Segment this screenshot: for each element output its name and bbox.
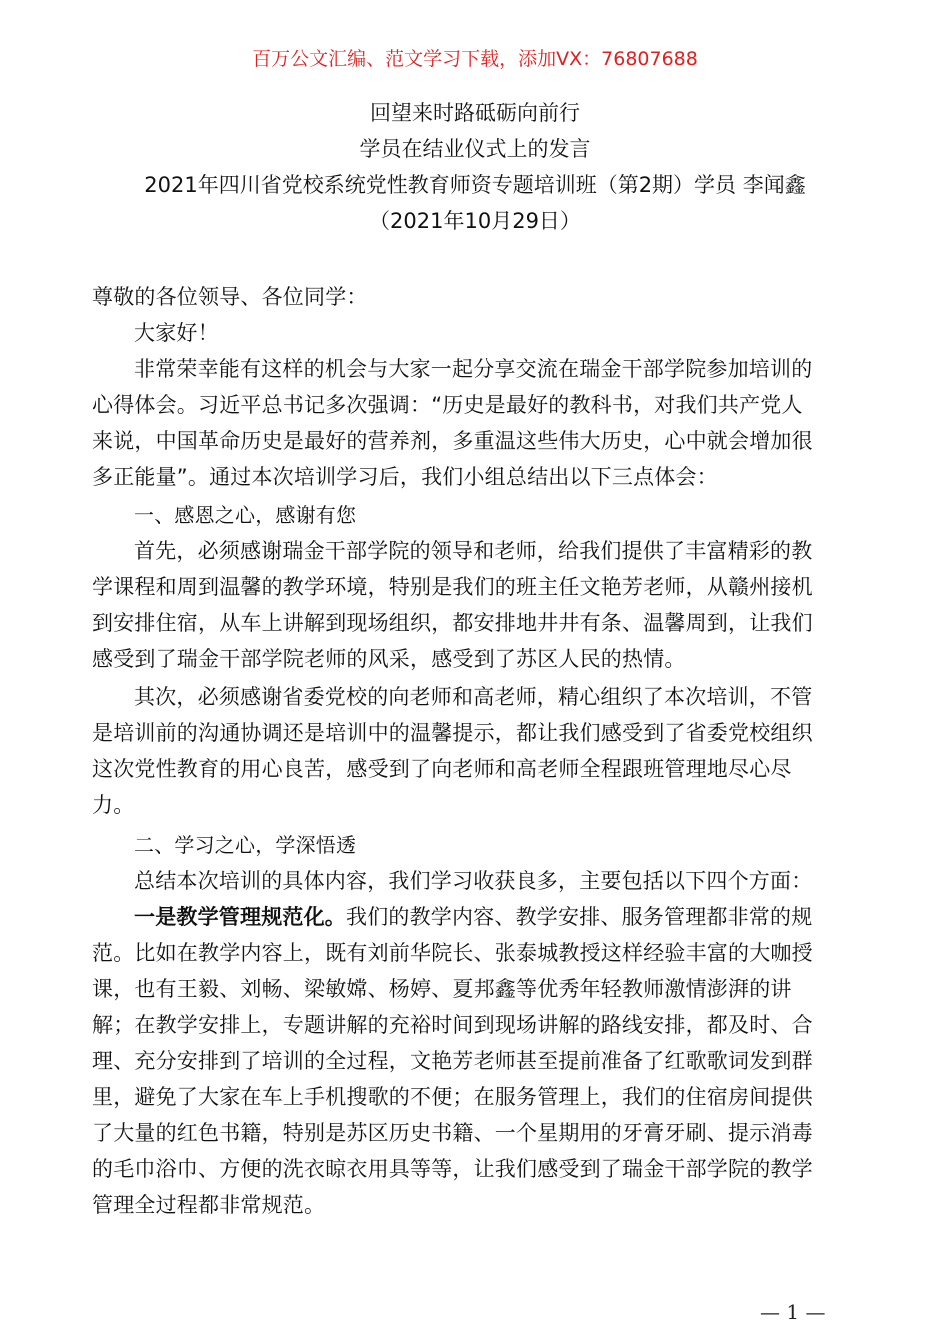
section-heading-2: 二、学习之心，学深悟透 [134, 833, 357, 857]
paragraph-line: 多正能量”。通过本次培训学习后，我们小组总结出以下三点体会： [92, 465, 718, 489]
paragraph-line: 学课程和周到温馨的教学环境，特别是我们的班主任文艳芳老师，从赣州接机 [92, 575, 813, 599]
paragraph-line: 范。比如在教学内容上，既有刘前华院长、张泰城教授这样经验丰富的大咖授 [92, 941, 813, 965]
paragraph-line: 这次党性教育的用心良苦，感受到了向老师和高老师全程跟班管理地尽心尽 [92, 757, 792, 781]
paragraph-line: 了大量的红色书籍，特别是苏区历史书籍、一个星期用的牙膏牙刷、提示消毒 [92, 1121, 813, 1145]
document-title: 回望来时路砥砺向前行 [370, 101, 580, 125]
paragraph-line: 里，避免了大家在车上手机搜歌的不便；在服务管理上，我们的住宿房间提供 [92, 1085, 813, 1109]
watermark-banner: 百万公文汇编、范文学习下载，添加VX：76807688 [252, 48, 698, 70]
paragraph-line: 解；在教学安排上，专题讲解的充裕时间到现场讲解的路线安排，都及时、合 [92, 1013, 813, 1037]
paragraph-line: 是培训前的沟通协调还是培训中的温馨提示，都让我们感受到了省委党校组织 [92, 721, 813, 745]
paragraph-line-with-bold-lead [134, 902, 904, 932]
section-heading-1: 一、感恩之心，感谢有您 [134, 503, 357, 527]
greeting: 大家好！ [134, 321, 219, 345]
paragraph-line: 心得体会。习近平总书记多次强调：“历史是最好的教科书，对我们共产党人 [92, 393, 803, 417]
page-number: — 1 — [760, 1300, 826, 1324]
bold-lead: 一是教学管理规范化。 [134, 905, 346, 929]
paragraph-line: 管理全过程都非常规范。 [92, 1193, 326, 1217]
speech-date: （2021年10月29日） [369, 209, 581, 233]
paragraph-line: 其次，必须感谢省委党校的向老师和高老师，精心组织了本次培训，不管 [134, 685, 813, 709]
paragraph-line: 总结本次培训的具体内容，我们学习收获良多，主要包括以下四个方面： [134, 869, 813, 893]
salutation: 尊敬的各位领导、各位同学： [92, 285, 368, 309]
paragraph-line: 理、充分安排到了培训的全过程，文艳芳老师甚至提前准备了红歌歌词发到群 [92, 1049, 813, 1073]
paragraph-line: 课，也有王毅、刘畅、梁敏嫦、杨婷、夏邦鑫等优秀年轻教师激情澎湃的讲 [92, 977, 792, 1001]
paragraph-line: 来说，中国革命历史是最好的营养剂，多重温这些伟大历史，心中就会增加很 [92, 429, 813, 453]
paragraph-line: 感受到了瑞金干部学院老师的风采，感受到了苏区人民的热情。 [92, 647, 686, 671]
document-subtitle: 学员在结业仪式上的发言 [359, 137, 591, 161]
paragraph-line: 的毛巾浴巾、方便的洗衣晾衣用具等等，让我们感受到了瑞金干部学院的教学 [92, 1157, 813, 1181]
paragraph-line: 非常荣幸能有这样的机会与大家一起分享交流在瑞金干部学院参加培训的 [134, 357, 813, 381]
paragraph-line: 到安排住宿，从车上讲解到现场组织，都安排地井井有条、温馨周到，让我们 [92, 611, 813, 635]
paragraph-text: 我们的教学内容、教学安排、服务管理都非常的规 [346, 905, 813, 929]
speaker-line: 2021年四川省党校系统党性教育师资专题培训班（第2期）学员 李闻鑫 [144, 173, 806, 197]
paragraph-line: 首先，必须感谢瑞金干部学院的领导和老师，给我们提供了丰富精彩的教 [134, 539, 813, 563]
paragraph-line: 力。 [92, 793, 135, 817]
